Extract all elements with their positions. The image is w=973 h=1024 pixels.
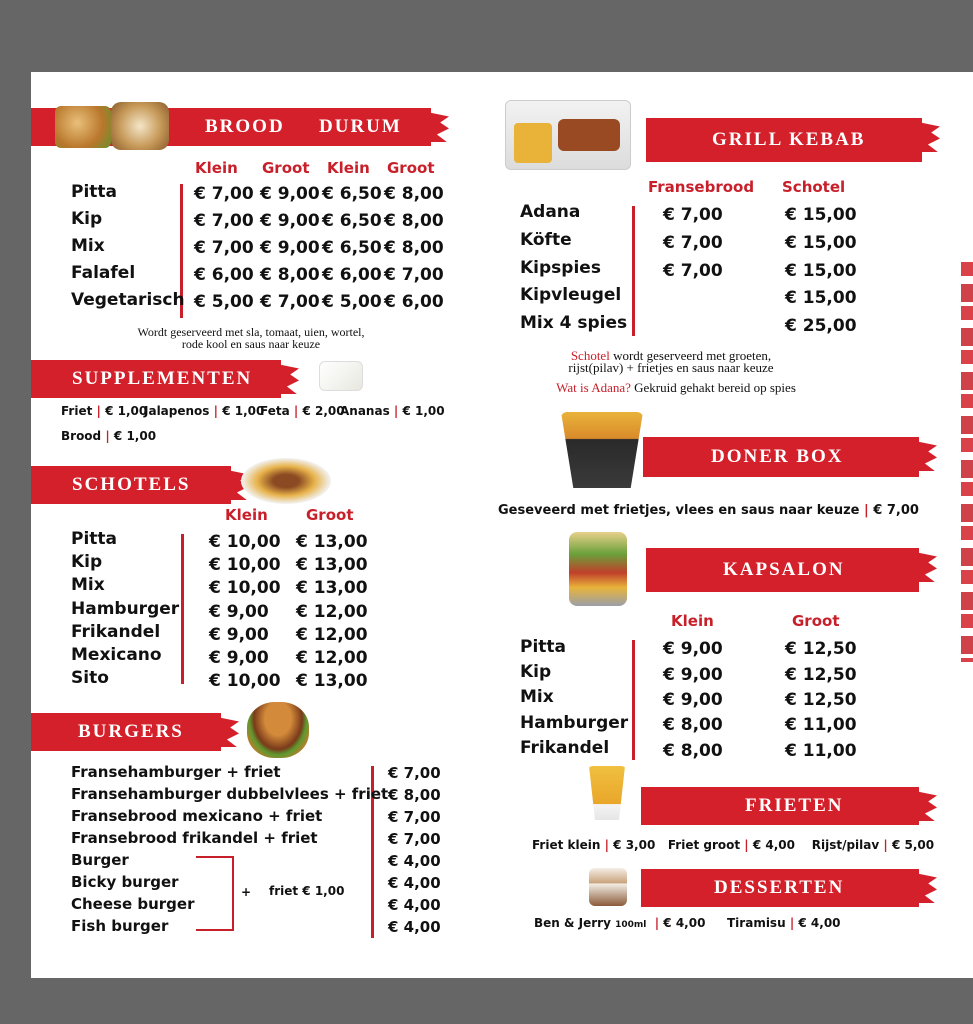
item-name: Kipspies: [520, 258, 601, 278]
frieten-name: Friet klein: [532, 838, 601, 852]
frieten-price: € 4,00: [752, 838, 796, 852]
item-name: Falafel: [71, 263, 136, 283]
item-name: Hamburger: [520, 713, 629, 733]
feta-food-image: [319, 361, 363, 391]
supplement-name: Brood: [61, 429, 102, 443]
grill-kebab-title: GRILL KEBAB: [712, 129, 866, 150]
durum-food-image: [111, 102, 169, 150]
item-name: Kip: [520, 662, 552, 682]
price: € 8,00: [384, 184, 444, 204]
price: € 6,00: [194, 265, 254, 285]
adana-note-red: Wat is Adana?: [556, 380, 631, 395]
doner-box-description: Geseveerd met frietjes, vlees en saus naar keuze: [498, 503, 860, 518]
adana-note: [511, 382, 841, 394]
item-name: Pitta: [520, 637, 567, 657]
price: € 9,00: [663, 639, 723, 659]
item-name: Burger: [71, 851, 129, 869]
supplement-feta: Feta | € 2,00: [260, 404, 345, 418]
price: € 6,00: [322, 265, 382, 285]
frieten-title: FRIETEN: [745, 795, 844, 816]
dessert-food-image: [589, 868, 627, 906]
price: € 4,00: [388, 852, 441, 870]
burgers-banner: [31, 713, 221, 751]
price: € 10,00: [209, 671, 281, 691]
item-name: Kipvleugel: [520, 285, 622, 305]
schotel-note-text: wordt geserveerd met groeten,: [609, 348, 772, 363]
frieten-name: Rijst/pilav: [811, 838, 880, 852]
item-name: Mix: [520, 687, 554, 707]
item-name: Bicky burger: [71, 873, 179, 891]
dessert-name: Tiramisu: [727, 916, 786, 930]
item-name: Kip: [71, 209, 103, 229]
price: € 6,50: [322, 184, 382, 204]
price: € 12,50: [785, 639, 857, 659]
burger-plus: +: [241, 885, 252, 899]
price: € 8,00: [663, 741, 723, 761]
price: € 11,00: [785, 741, 857, 761]
frieten-price: € 3,00: [613, 838, 656, 852]
price: € 13,00: [296, 671, 368, 691]
price: € 4,00: [388, 874, 441, 892]
doner-box-title: DONER BOX: [711, 446, 844, 467]
item-name: Mexicano: [71, 645, 162, 665]
price: € 13,00: [296, 555, 368, 575]
price: € 7,00: [194, 211, 254, 231]
frieten-food-image: [587, 766, 627, 820]
dessert-size: 100ml: [615, 920, 647, 930]
price: € 10,00: [209, 555, 281, 575]
price: € 7,00: [194, 184, 254, 204]
price: € 7,00: [388, 764, 441, 782]
kebab-food-image: [505, 100, 631, 170]
supplement-name: Feta: [260, 404, 290, 418]
grill-kebab-banner: [646, 118, 922, 162]
item-name: Pitta: [71, 182, 118, 202]
item-name: Hamburger: [71, 599, 180, 619]
price: € 10,00: [209, 532, 281, 552]
supplement-friet: Friet | € 1,00: [61, 404, 148, 418]
price: € 5,00: [194, 292, 254, 312]
durum-klein-header: Klein: [327, 159, 370, 177]
supplement-price: € 1,00: [105, 404, 148, 418]
price: € 4,00: [388, 896, 441, 914]
supplement-jalapenos: Jalapenos | € 1,00: [144, 404, 265, 418]
kebab-icon: [558, 119, 620, 151]
menu-sheet: [31, 72, 973, 978]
grill-schotel-header: Schotel: [782, 178, 846, 196]
grill-divider: [632, 206, 635, 336]
item-name: Sito: [71, 668, 109, 688]
price: € 12,50: [785, 690, 857, 710]
price: € 15,00: [785, 233, 857, 253]
price: € 7,00: [260, 292, 320, 312]
price: € 12,50: [785, 665, 857, 685]
brood-groot-header: Groot: [262, 159, 310, 177]
supplement-price: € 2,00: [302, 404, 345, 418]
price: € 8,00: [384, 238, 444, 258]
supplement-name: Ananas: [340, 404, 390, 418]
item-name: Pitta: [71, 529, 118, 549]
item-name: Fransebrood mexicano + friet: [71, 807, 323, 825]
schotel-food-image: [241, 458, 331, 504]
desserten-line: Tiramisu | € 4,00: [727, 916, 841, 930]
brood-klein-header: Klein: [195, 159, 238, 177]
dessert-price: € 4,00: [798, 916, 841, 930]
brood-title: BROOD: [205, 116, 285, 137]
price: € 9,00: [209, 648, 269, 668]
item-name: Fish burger: [71, 917, 169, 935]
price: € 15,00: [785, 205, 857, 225]
doner-box-line: Geseveerd met frietjes, vlees en saus naar keuze | € 7,00: [498, 503, 919, 518]
item-name: Mix 4 spies: [520, 313, 628, 333]
price: € 9,00: [260, 184, 320, 204]
item-name: Mix: [71, 236, 105, 256]
desserten-banner: [641, 869, 919, 907]
supplement-ananas: Ananas | € 1,00: [340, 404, 445, 418]
price: € 13,00: [296, 532, 368, 552]
kapsalon-klein-header: Klein: [671, 612, 714, 630]
price: € 7,00: [388, 830, 441, 848]
doner-box-price: € 7,00: [873, 503, 919, 518]
price: € 7,00: [663, 233, 723, 253]
price: € 9,00: [663, 690, 723, 710]
desserten-line: Ben & Jerry 100ml | € 4,00: [534, 916, 706, 930]
kapsalon-groot-header: Groot: [792, 612, 840, 630]
price: € 15,00: [785, 288, 857, 308]
supplementen-banner: [31, 360, 281, 398]
price: € 8,00: [384, 211, 444, 231]
brood-note-line: rode kool en saus naar keuze: [181, 337, 321, 351]
burger-food-image: [247, 702, 309, 758]
item-name: Kip: [71, 552, 103, 572]
item-name: Köfte: [520, 230, 572, 250]
supplement-name: Jalapenos: [144, 404, 210, 418]
grill-fransebrood-header: Fransebrood: [648, 178, 755, 196]
kapsalon-food-image: [569, 532, 627, 606]
frieten-banner: [641, 787, 919, 825]
price: € 25,00: [785, 316, 857, 336]
item-name: Frikandel: [71, 622, 161, 642]
supplementen-title: SUPPLEMENTEN: [72, 368, 253, 389]
price: € 11,00: [785, 715, 857, 735]
durum-groot-header: Groot: [387, 159, 435, 177]
adana-note-text: Gekruid gehakt bereid op spies: [630, 380, 796, 395]
supplement-price: € 1,00: [113, 429, 157, 443]
item-name: Fransehamburger + friet: [71, 763, 281, 781]
desserten-title: DESSERTEN: [714, 877, 845, 898]
price: € 7,00: [663, 261, 723, 281]
schotels-banner: [31, 466, 231, 504]
wrap-food-image: [55, 106, 111, 148]
price: € 9,00: [260, 211, 320, 231]
supplement-price: € 1,00: [402, 404, 445, 418]
supplement-price: € 1,00: [222, 404, 265, 418]
item-name: Frikandel: [520, 738, 610, 758]
schotels-klein-header: Klein: [225, 506, 268, 524]
kapsalon-banner: [646, 548, 919, 592]
brush-stroke-decoration: [961, 262, 973, 662]
brood-note-line: Wordt geserveerd met sla, tomaat, uien, wortel,: [137, 325, 365, 339]
doner-box-food-image: [561, 412, 643, 488]
price: € 4,00: [388, 918, 441, 936]
schotel-note-line2: rijst(pilav) + frietjes en saus naar keuze: [568, 360, 774, 375]
burgers-title: BURGERS: [78, 721, 184, 742]
item-name: Mix: [71, 575, 105, 595]
price: € 12,00: [296, 648, 368, 668]
schotels-divider: [181, 534, 184, 684]
schotels-groot-header: Groot: [306, 506, 354, 524]
price: € 6,50: [322, 238, 382, 258]
dessert-name: Ben & Jerry: [534, 916, 611, 930]
price: € 13,00: [296, 578, 368, 598]
burger-friet-extra: friet € 1,00: [269, 884, 345, 898]
burger-bracket: [196, 856, 234, 931]
price: € 5,00: [322, 292, 382, 312]
supplement-name: Friet: [61, 404, 93, 418]
price: € 15,00: [785, 261, 857, 281]
price: € 7,00: [663, 205, 723, 225]
price: € 12,00: [296, 625, 368, 645]
frieten-price: € 5,00: [891, 838, 935, 852]
price: € 7,00: [388, 808, 441, 826]
dessert-price: € 4,00: [663, 916, 706, 930]
item-name: Fransehamburger dubbelvlees + friet: [71, 785, 389, 803]
price: € 8,00: [260, 265, 320, 285]
schotel-note: [531, 350, 811, 374]
price: € 8,00: [388, 786, 441, 804]
fries-icon: [514, 123, 552, 163]
item-name: Cheese burger: [71, 895, 195, 913]
schotel-note-red: Schotel: [570, 348, 610, 363]
item-name: Fransebrood frikandel + friet: [71, 829, 318, 847]
price: € 9,00: [209, 625, 269, 645]
price: € 6,00: [384, 292, 444, 312]
price: € 6,50: [322, 211, 382, 231]
kapsalon-divider: [632, 640, 635, 760]
price: € 7,00: [194, 238, 254, 258]
price: € 9,00: [260, 238, 320, 258]
kapsalon-title: KAPSALON: [723, 559, 845, 580]
durum-title: DURUM: [319, 116, 402, 137]
frieten-line: Friet klein | € 3,00 Friet groot | € 4,00 Rijst/pilav | € 5,00: [532, 838, 935, 852]
price: € 10,00: [209, 578, 281, 598]
price: € 7,00: [384, 265, 444, 285]
brood-note: [91, 326, 411, 350]
price: € 8,00: [663, 715, 723, 735]
price: € 12,00: [296, 602, 368, 622]
item-name: Adana: [520, 202, 581, 222]
schotels-title: SCHOTELS: [72, 474, 191, 495]
frieten-name: Friet groot: [667, 838, 741, 852]
price: € 9,00: [663, 665, 723, 685]
item-name: Vegetarisch: [71, 290, 185, 310]
doner-box-banner: [643, 437, 919, 477]
supplement-brood: Brood | € 1,00: [61, 429, 157, 443]
price: € 9,00: [209, 602, 269, 622]
